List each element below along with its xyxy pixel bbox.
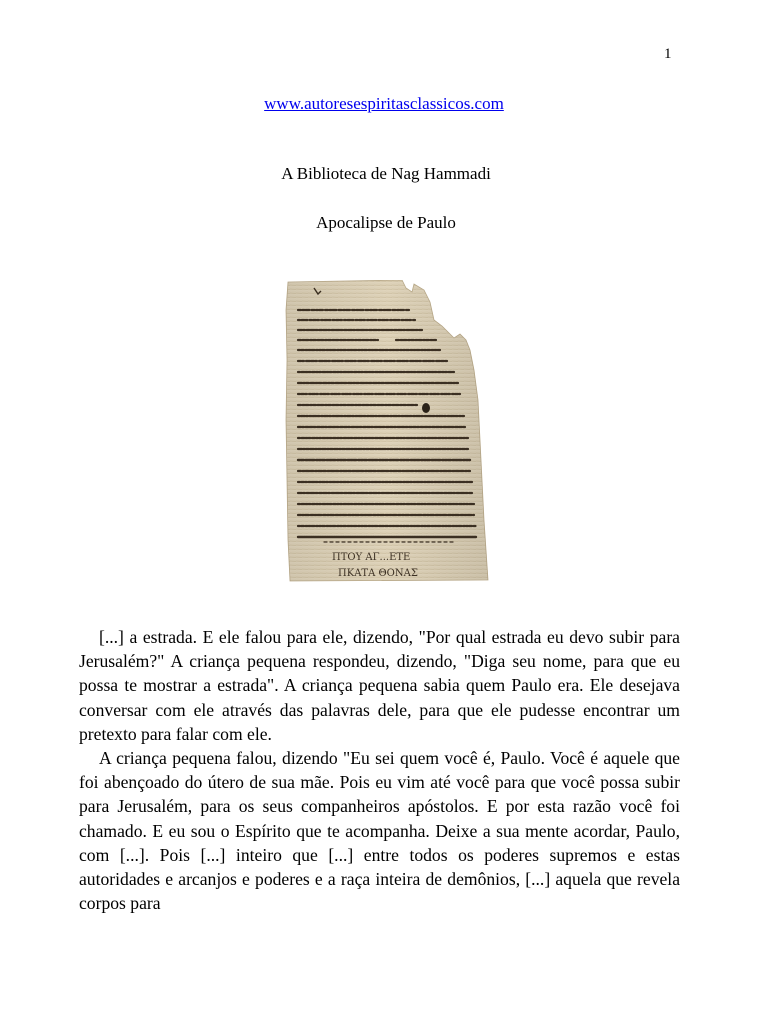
site-link-container: [0, 94, 768, 114]
paragraph: A criança pequena falou, dizendo "Eu sei quem você é, Paulo. Você é aquele que foi abençoado do útero de sua mãe. Pois eu vim até você para que você possa subir para Jerusalém, para os seus companheiros apóstolos. E por esta razão você foi chamado. E eu sou o Espírito que te acompanha. Deixe a sua mente acordar, Paulo, com [...]. Pois [...] inteiro que [...] entre todos os poderes supremos e estas autoridades e arcanjos e poderes e a raça inteira de demônios, [...] aquela que revela corpos para: [79, 748, 680, 914]
page-number: 1: [664, 46, 672, 62]
manuscript-line-2: ΠΚΑΤΑ ΘΟΝΑΣ: [338, 568, 418, 579]
paragraph: [...] a estrada. E ele falou para ele, dizendo, "Por qual estrada eu devo subir para Jerusalém?" A criança pequena respondeu, dizendo, "Diga seu nome, para que eu possa te mostrar a estrada". A criança pequena sabia quem Paulo era. Ele desejava conversar com ele através das palavras dele, para que ele pudesse encontrar um pretexto para falar com ele.: [79, 627, 680, 744]
document-title: A Biblioteca de Nag Hammadi: [281, 164, 491, 183]
body-text: [79, 625, 680, 915]
site-link[interactable]: www.autoresespiritasclassicos.com: [264, 94, 504, 113]
manuscript-papyrus-icon: [284, 280, 494, 582]
document-subtitle: Apocalipse de Paulo: [316, 213, 456, 232]
manuscript-image: [284, 280, 494, 582]
manuscript-line-1: ΠΤΟΥ ΑΓ...ΕΤΕ: [332, 552, 411, 563]
